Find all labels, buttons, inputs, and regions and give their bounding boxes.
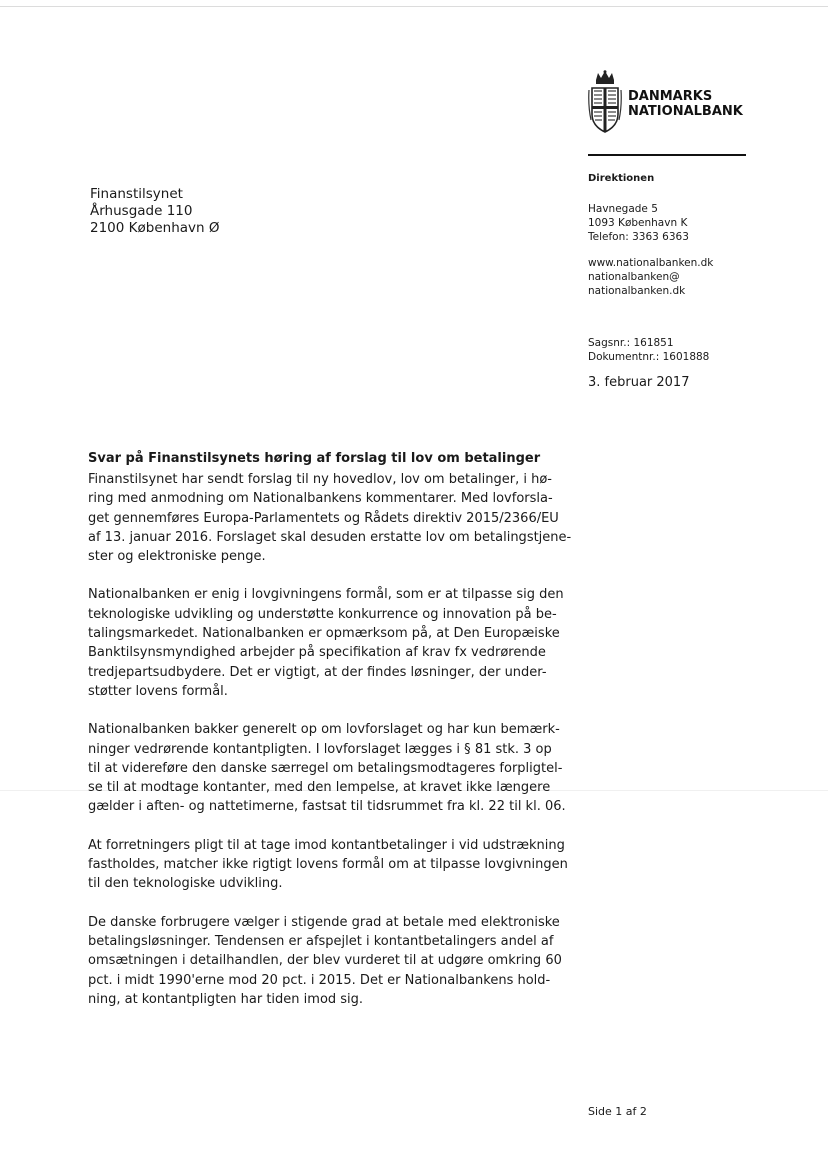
text-line: betalingsløsninger. Tendensen er afspejlet i kontantbetalingers andel af [88,933,554,949]
text-line: fastholdes, matcher ikke rigtigt lovens formål om at tilpasse lovgivningen [88,857,568,873]
header-rule [588,154,746,156]
text-line: tredjepartsudbydere. Det er vigtigt, at der findes løsninger, der under- [88,664,547,680]
nationalbank-logo [588,70,743,134]
text-line: Banktilsynsmyndighed arbejder på specifikation af krav fx vedrørende [88,645,546,661]
paragraph-5 [88,913,562,1009]
text-line: get gennemføres Europa-Parlamentets og Rådets direktiv 2015/2366/EU [88,510,559,526]
scan-artifact-top [0,6,828,7]
sender-city: 1093 København K [588,217,688,229]
recipient-street: Århusgade 110 [90,203,193,219]
text-line: se til at modtage kontanter, med den lempelse, at kravet ikke længere [88,780,551,796]
text-line: støtter lovens formål. [88,683,228,699]
case-number: Sagsnr.: 161851 [588,337,674,349]
sender-reference-block [588,336,713,364]
letter-subject: Svar på Finanstilsynets høring af forslag til lov om betalinger [88,451,541,466]
sender-info [588,172,713,390]
sender-phone: Telefon: 3363 6363 [588,231,689,243]
sender-department: Direktionen [588,173,655,184]
sender-street: Havnegade 5 [588,203,658,215]
text-line: af 13. januar 2016. Forslaget skal desuden erstatte lov om betalingstjene- [88,529,572,545]
text-line: omsætningen i detailhandlen, der blev vurderet til at udgøre omkring 60 [88,953,562,969]
text-line: ster og elektroniske penge. [88,549,266,565]
sender-email-line-1[interactable]: nationalbanken@ [588,271,680,283]
text-line: til den teknologiske udvikling. [88,876,283,892]
text-line: Finanstilsynet har sendt forslag til ny hovedlov, lov om betalinger, i hø- [88,472,552,487]
text-line: Nationalbanken bakker generelt op om lovforslaget og har kun bemærk- [88,722,560,738]
page-number: Side 1 af 2 [588,1105,647,1118]
paragraph-3 [88,720,566,816]
logo-line-2: NATIONALBANK [628,104,743,119]
paragraph-1 [88,470,572,566]
document-number: Dokumentnr.: 1601888 [588,351,710,363]
text-line: ninger vedrørende kontantpligten. I lovforslaget lægges i § 81 stk. 3 op [88,741,552,757]
text-line: talingsmarkedet. Nationalbanken er opmærksom på, at Den Europæiske [88,626,560,642]
recipient-name: Finanstilsynet [90,186,183,202]
sender-website-link[interactable]: www.nationalbanken.dk [588,257,714,269]
logo-wordmark [628,89,743,119]
text-line: teknologiske udvikling og understøtte konkurrence og innovation på be- [88,606,557,622]
sender-email-line-2[interactable]: nationalbanken.dk [588,285,686,297]
letter-body [88,470,572,1028]
text-line: gælder i aften- og nattetimerne, fastsat til tidsrummet fra kl. 22 til kl. 06. [88,799,566,815]
recipient-address [90,186,219,237]
text-line: pct. i midt 1990'erne mod 20 pct. i 2015. Det er Nationalbankens hold- [88,972,551,988]
text-line: til at videreføre den danske særregel om betalingsmodtageres forpligtel- [88,760,563,776]
paragraph-2 [88,585,564,701]
text-line: ring med anmodning om Nationalbankens kommentarer. Med lovforsla- [88,491,553,507]
sender-contact-block [588,256,713,298]
letter-date: 3. februar 2017 [588,375,690,390]
sender-address-block [588,202,713,244]
recipient-city: 2100 København Ø [90,220,220,236]
text-line: ning, at kontantpligten har tiden imod sig. [88,991,364,1007]
text-line: At forretningers pligt til at tage imod kontantbetalinger i vid udstrækning [88,837,565,853]
royal-coat-of-arms-icon [588,70,622,134]
text-line: De danske forbrugere vælger i stigende grad at betale med elektroniske [88,914,560,930]
logo-line-1: DANMARKS [628,89,713,104]
text-line: Nationalbanken er enig i lovgivningens formål, som er at tilpasse sig den [88,587,564,603]
paragraph-4 [88,836,568,894]
